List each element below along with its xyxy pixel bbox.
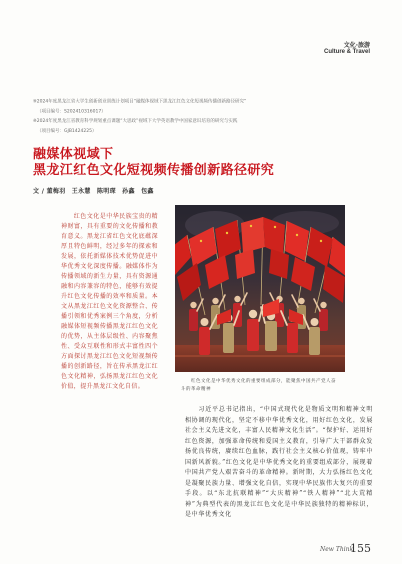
- funding-notes: [33, 97, 373, 136]
- photo-caption: 红色文化是中华优秀文化的重要组成部分，能聚焦中国共产党人奋斗的革命精神: [181, 378, 337, 392]
- article-title-line-2: 黑龙江红色文化短视频传播创新路径研究: [33, 163, 275, 178]
- article-title: [33, 147, 274, 179]
- project-number: （项目编号：S202410316017）: [37, 108, 106, 114]
- section-label-english: Culture & Travel: [323, 49, 370, 55]
- funding-note: ※2024年度黑龙江省大学生创新创业训练计划项目“融媒体视域下黑龙江红色文化短视频传播创新路径研究”: [33, 99, 247, 104]
- magazine-name: New Think: [320, 546, 354, 553]
- body-paragraph: 习近平总书记指出，“中国式现代化是物质文明和精神文明相协调的现代化，坚定不移中华优秀文化，用好红色文化，发展社会主义先进文化，丰富人民精神文化生活”。“保护好、运用好红色资源，加强革命传统和爱国主义教育，引导广大干部群众发扬优良传统，赓续红色血脉，践行社会主义核心价值观，铸牢中国新风新貌。”红色文化是中华优秀文化的重要组成部分，展现着中国共产党人艰苦奋斗的革命精神。新时期，大力弘扬红色文化是凝聚民族力量、增强文化自信，实现中华民族伟大复兴的重要手段。以“东北抗联精神”“大庆精神”“铁人精神”“北大荒精神”为典型代表的黑龙江红色文化是中华民族独特的精神标识，是中华优秀文化: [185, 406, 373, 518]
- section-label: 文化·旅游: [343, 42, 370, 49]
- stage-performance-photo: [175, 205, 345, 372]
- project-number: （项目编号：GJB1424225）: [37, 128, 97, 134]
- author-byline: 文 / 董梅羽 王永慧 陈明琛 孙鑫 包鑫: [33, 188, 154, 195]
- abstract: 红色文化是中华民族宝贵的精神财富，具有重要的文化传播和教育意义。黑龙江省红色文化底蕴深厚且特色鲜明，经过多年的探索和发展，依托新媒体技术优势促进中华优秀文化深度传播。融媒体作为传播领域的新生力量，具有资源通融和内容兼容的特色，能够有效提升红色文化传播的效率和质量。本文从黑龙江红色文化资源整合、传播引领和优秀案例三个角度，分析融媒体短视频传播黑龙江红色文化的优势，从主体层级性、内容聚焦性、受众互联性和形式丰富性四个方面探讨黑龙江红色文化短视频传播的创新路径，旨在传承黑龙江红色文化精神，弘扬黑龙江红色文化价值，提升黑龙江文化自信。: [61, 213, 158, 390]
- page-number: 155: [350, 542, 371, 555]
- funding-note: ※2024年度黑龙江省教育科学规划重点课题“大思政”视域下大学英语教学中国家意识培育的研究与实践: [33, 118, 238, 124]
- article-title-line-1: 融媒体视域下: [33, 147, 114, 162]
